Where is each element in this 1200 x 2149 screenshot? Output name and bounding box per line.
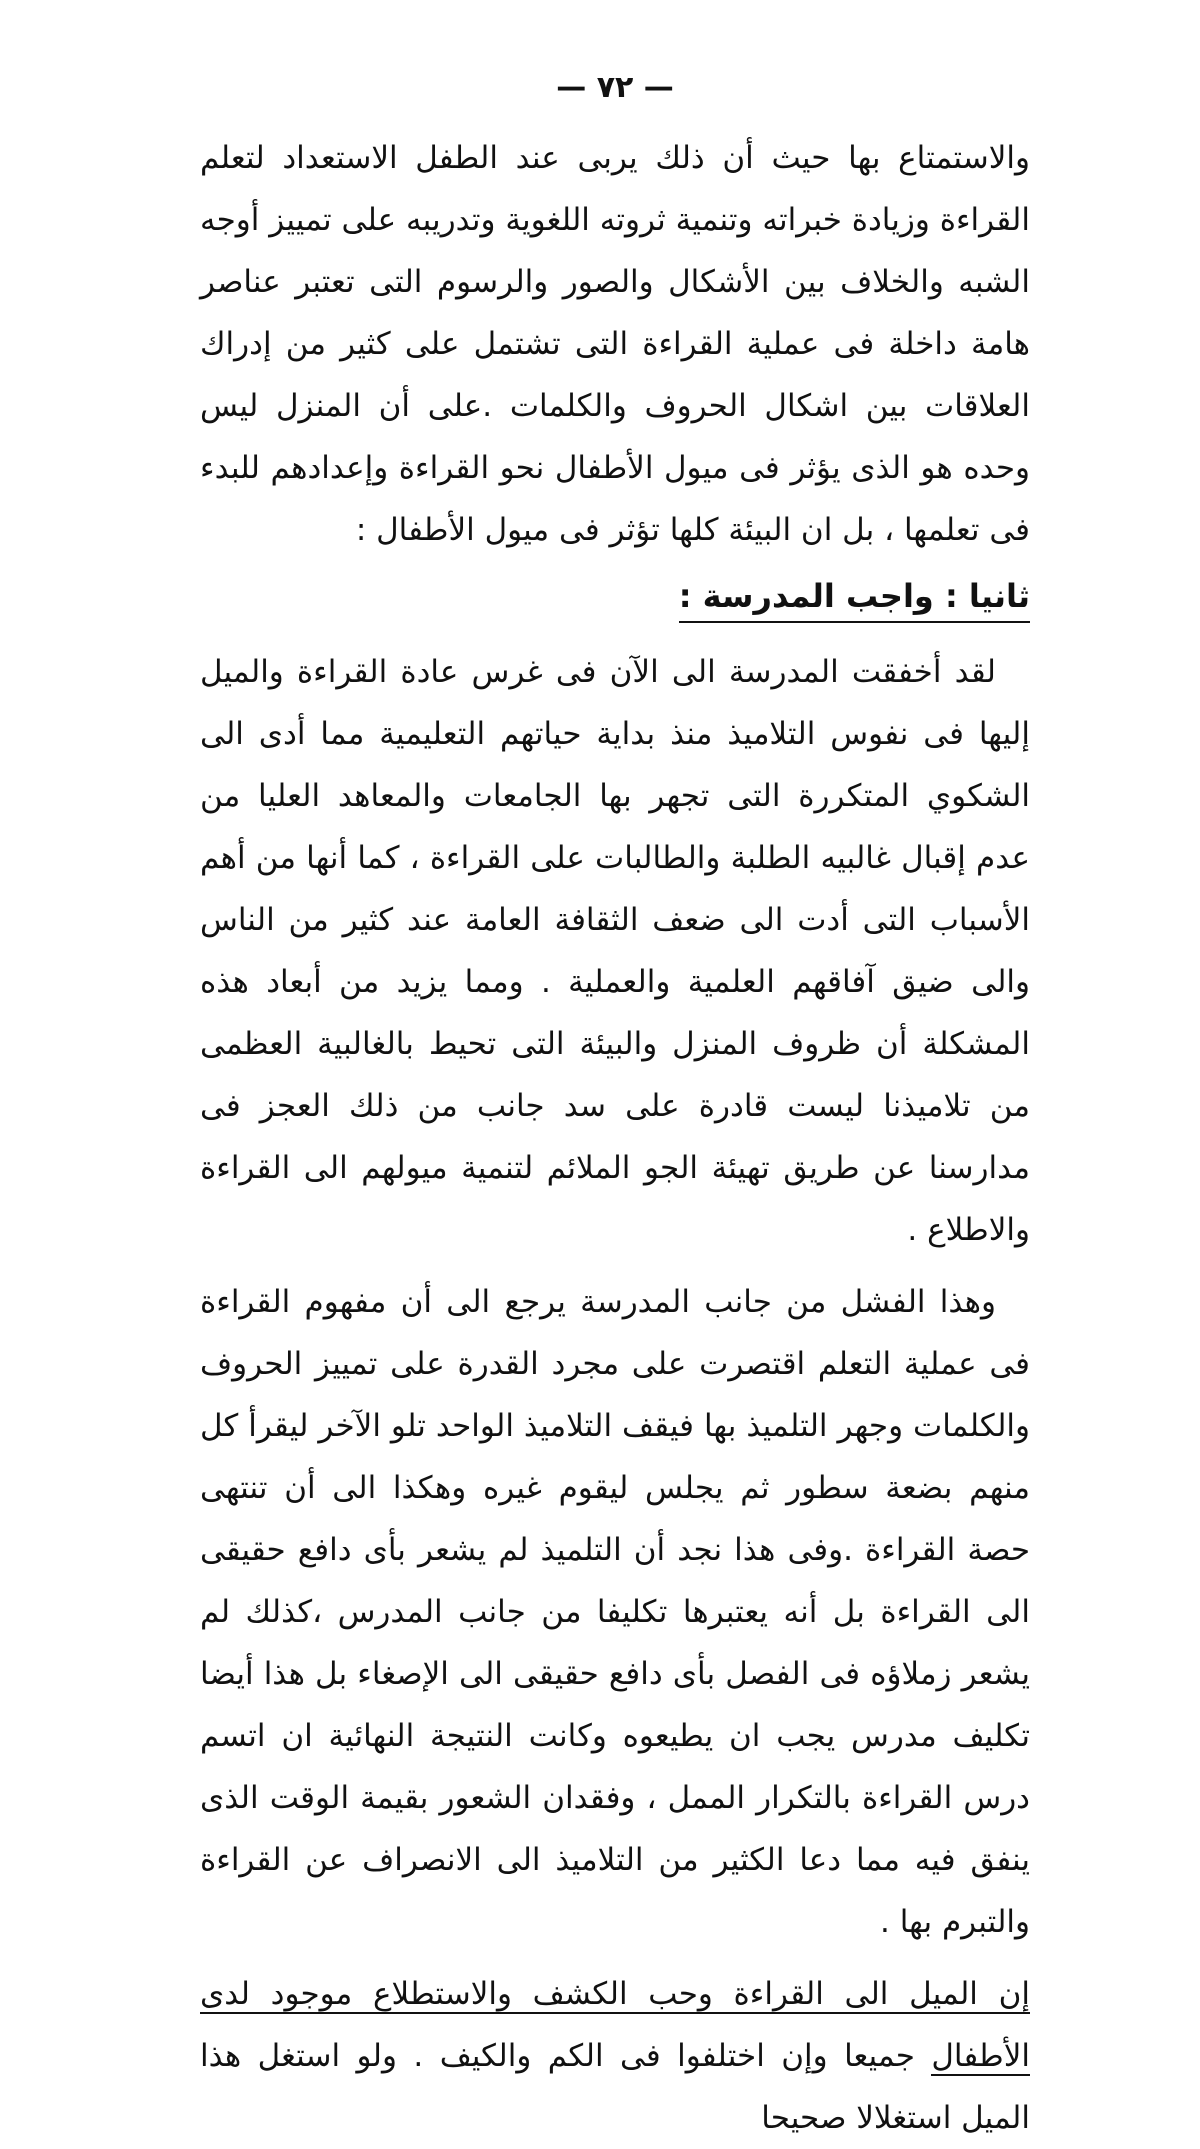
paragraph-reading-concept: وهذا الفشل من جانب المدرسة يرجع الى أن مفهوم القراءة فى عملية التعلم اقتصرت على مجرد القدرة على تمييز الحروف والكلمات وجهر التلميذ بها فيقف التلاميذ الواحد تلو الآخر ليقرأ كل منهم بضعة سطور ثم يجلس ليقوم غيره وهكذا الى أن تنتهى حصة القراءة .وفى هذا نجد أن التلميذ لم يشعر بأى دافع حقيقى الى القراءة بل أنه يعتبرها تكليفا من جانب المدرس ،كذلك لم يشعر زملاؤه فى الفصل بأى دافع حقيقى الى الإصغاء بل هذا أيضا تكليف مدرس يجب ان يطيعوه وكانت النتيجة النهائية ان اتسم درس القراءة بالتكرار الممل ، وفقدان الشعور بقيمة الوقت الذى ينفق فيه مما دعا الكثير من التلاميذ الى الانصراف عن القراءة والتبرم بها . <box>200 1284 1030 1940</box>
page-number: — ٧٢ — <box>556 70 674 105</box>
section-heading-text: ثانيا : واجب المدرسة : <box>679 577 1030 623</box>
paragraph-school-failure: لقد أخفقت المدرسة الى الآن فى غرس عادة القراءة والميل إليها فى نفوس التلاميذ منذ بداية حياتهم التعليمية مما أدى الى الشكوي المتكررة التى تجهر بها الجامعات والمعاهد العليا من عدم إقبال غالبيه الطلبة والطالبات على القراءة ، كما أنها من أهم الأسباب التى أدت الى ضعف الثقافة العامة عند كثير من الناس والى ضيق آفاقهم العلمية والعملية . ومما يزيد من أبعاد هذه المشكلة أن ظروف المنزل والبيئة التى تحيط بالغالبية العظمى من تلاميذنا ليست قادرة على سد جانب من ذلك العجز فى مدارسنا عن طريق تهيئة الجو الملائم لتنمية ميولهم الى القراءة والاطلاع . <box>200 654 1030 1248</box>
paragraph-children-interest <box>200 1963 1030 2149</box>
section-heading <box>200 565 1030 627</box>
paragraph-children-interest-first-line: إن الميل الى القراءة وحب الكشف والاستطلاع موجود لدى الأطفال <box>200 1976 1030 2074</box>
document-page <box>200 70 1030 2136</box>
paragraph-children-interest-rest: جميعا وإن اختلفوا فى الكم والكيف . ولو استغل هذا الميل استغلالا صحيحا <box>200 2038 1030 2136</box>
paragraph-intro: والاستمتاع بها حيث أن ذلك يربى عند الطفل الاستعداد لتعلم القراءة وزيادة خبراته وتنمية ثروته اللغوية وتدريبه على تمييز أوجه الشبه والخلاف بين الأشكال والصور والرسوم التى تعتبر عناصر هامة داخلة فى عملية القراءة التى تشتمل على كثير من إدراك العلاقات بين اشكال الحروف والكلمات .على أن المنزل ليس وحده هو الذى يؤثر فى ميول الأطفال نحو القراءة وإعدادهم للبدء فى تعلمها ، بل ان البيئة كلها تؤثر فى ميول الأطفال : <box>200 140 1030 548</box>
